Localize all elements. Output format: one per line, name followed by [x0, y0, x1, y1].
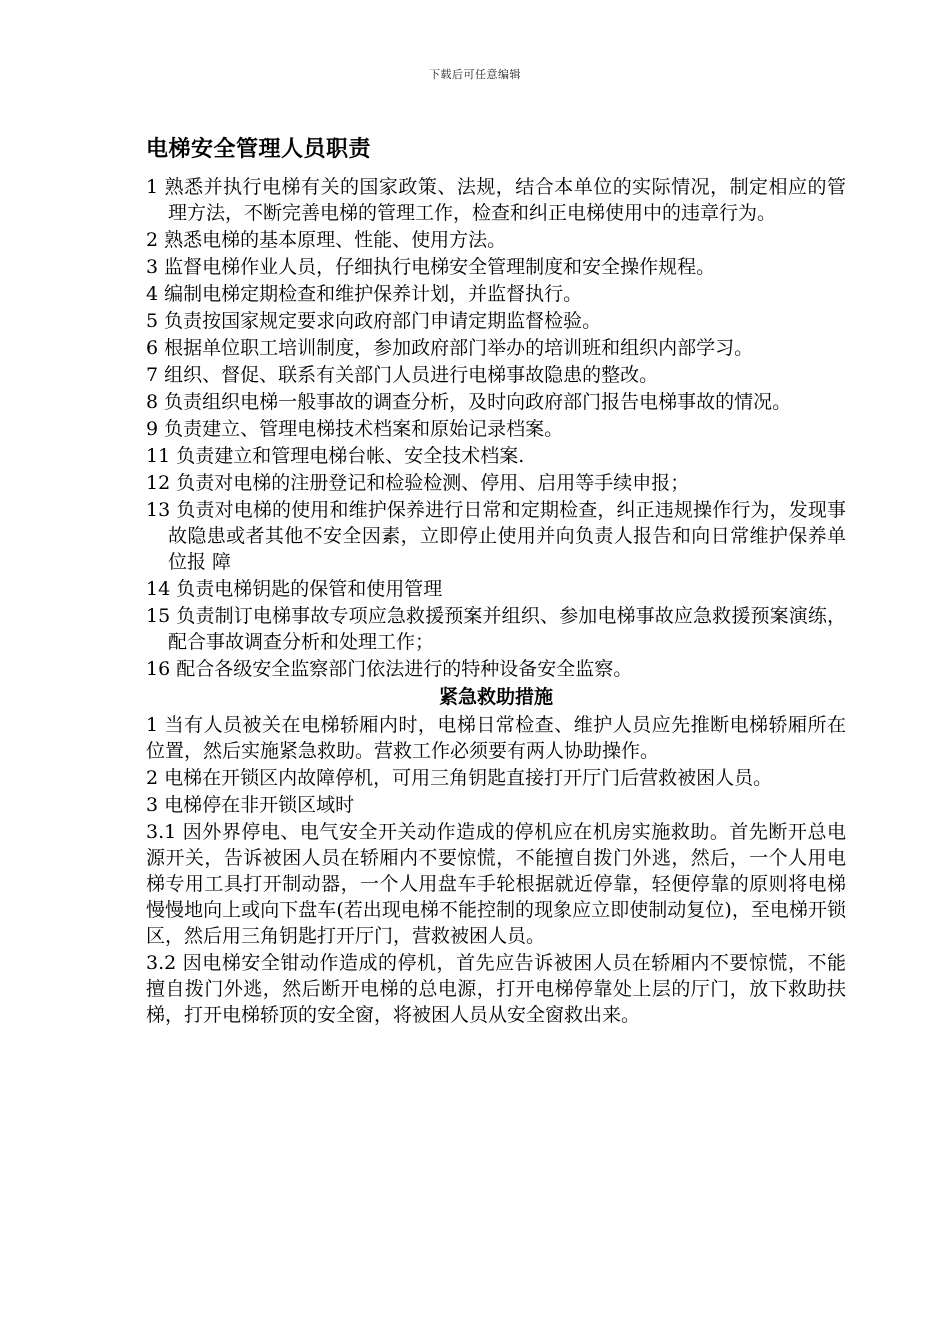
rescue-paragraph: 3.2 因电梯安全钳动作造成的停机，首先应告诉被困人员在轿厢内不要惊慌，不能擅自拨门外逃，然后断开电梯的总电源，打开电梯停靠处上层的厅门，放下救助扶梯，打开电梯轿顶的安全窗，将被困人员从安全窗救出来。: [146, 952, 846, 1026]
duty-item: 2 熟悉电梯的基本原理、性能、使用方法。: [146, 229, 507, 251]
duty-item: 7 组织、督促、联系有关部门人员进行电梯事故隐患的整改。: [146, 364, 659, 386]
rescue-section-title: 紧急救助措施: [438, 686, 553, 708]
duty-item: 13 负责对电梯的使用和维护保养进行日常和定期检查，纠正违规操作行为，发现事故隐患或者其他不安全因素，立即停止使用并向负责人报告和向日常维护保养单位报 障: [146, 499, 846, 573]
duty-item: 5 负责按国家规定要求向政府部门申请定期监督检验。: [146, 310, 602, 332]
rescue-paragraph: 3.1 因外界停电、电气安全开关动作造成的停机应在机房实施救助。首先断开总电源开关，告诉被困人员在轿厢内不要惊慌，不能擅自拨门外逃，然后，一个人用电梯专用工具打开制动器，一个人用盘车手轮根据就近停靠，轻便停靠的原则将电梯慢慢地向上或向下盘车(若出现电梯不能控制的现象应立即使制动复位)，至电梯开锁区，然后用三角钥匙打开厅门，营救被困人员。: [146, 821, 846, 947]
duty-item: 11 负责建立和管理电梯台帐、安全技术档案.: [146, 445, 525, 467]
duty-item: 9 负责建立、管理电梯技术档案和原始记录档案。: [146, 418, 564, 440]
duty-item: 1 熟悉并执行电梯有关的国家政策、法规，结合本单位的实际情况，制定相应的管理方法，不断完善电梯的管理工作，检查和纠正电梯使用中的违章行为。: [146, 176, 846, 224]
duty-item: 15 负责制订电梯事故专项应急救援预案并组织、参加电梯事故应急救援预案演练，配合事故调查分析和处理工作；: [146, 605, 846, 653]
rescue-paragraph: 1 当有人员被关在电梯轿厢内时，电梯日常检查、维护人员应先推断电梯轿厢所在位置，然后实施紧急救助。营救工作必须要有两人协助操作。: [146, 714, 846, 762]
duty-list: [146, 174, 846, 682]
page-header-note: 下载后可任意编辑: [429, 68, 521, 81]
duty-item: 16 配合各级安全监察部门依法进行的特种设备安全监察。: [146, 658, 633, 680]
duty-item: 4 编制电梯定期检查和维护保养计划，并监督执行。: [146, 283, 583, 305]
duty-item: 3 监督电梯作业人员，仔细执行电梯安全管理制度和安全操作规程。: [146, 256, 716, 278]
duty-item: 6 根据单位职工培训制度，参加政府部门举办的培训班和组织内部学习。: [146, 337, 754, 359]
document-title: 电梯安全管理人员职责: [146, 136, 372, 162]
rescue-paragraph: 2 电梯在开锁区内故障停机，可用三角钥匙直接打开厅门后营救被困人员。: [146, 767, 773, 789]
duty-item: 8 负责组织电梯一般事故的调查分析，及时向政府部门报告电梯事故的情况。: [146, 391, 792, 413]
duty-item: 14 负责电梯钥匙的保管和使用管理: [146, 578, 443, 600]
rescue-paragraph: 3 电梯停在非开锁区域时: [146, 794, 355, 816]
document-body: [146, 132, 846, 1029]
duty-item: 12 负责对电梯的注册登记和检验检测、停用、启用等手续申报；: [146, 472, 690, 494]
rescue-section: [146, 712, 846, 1028]
